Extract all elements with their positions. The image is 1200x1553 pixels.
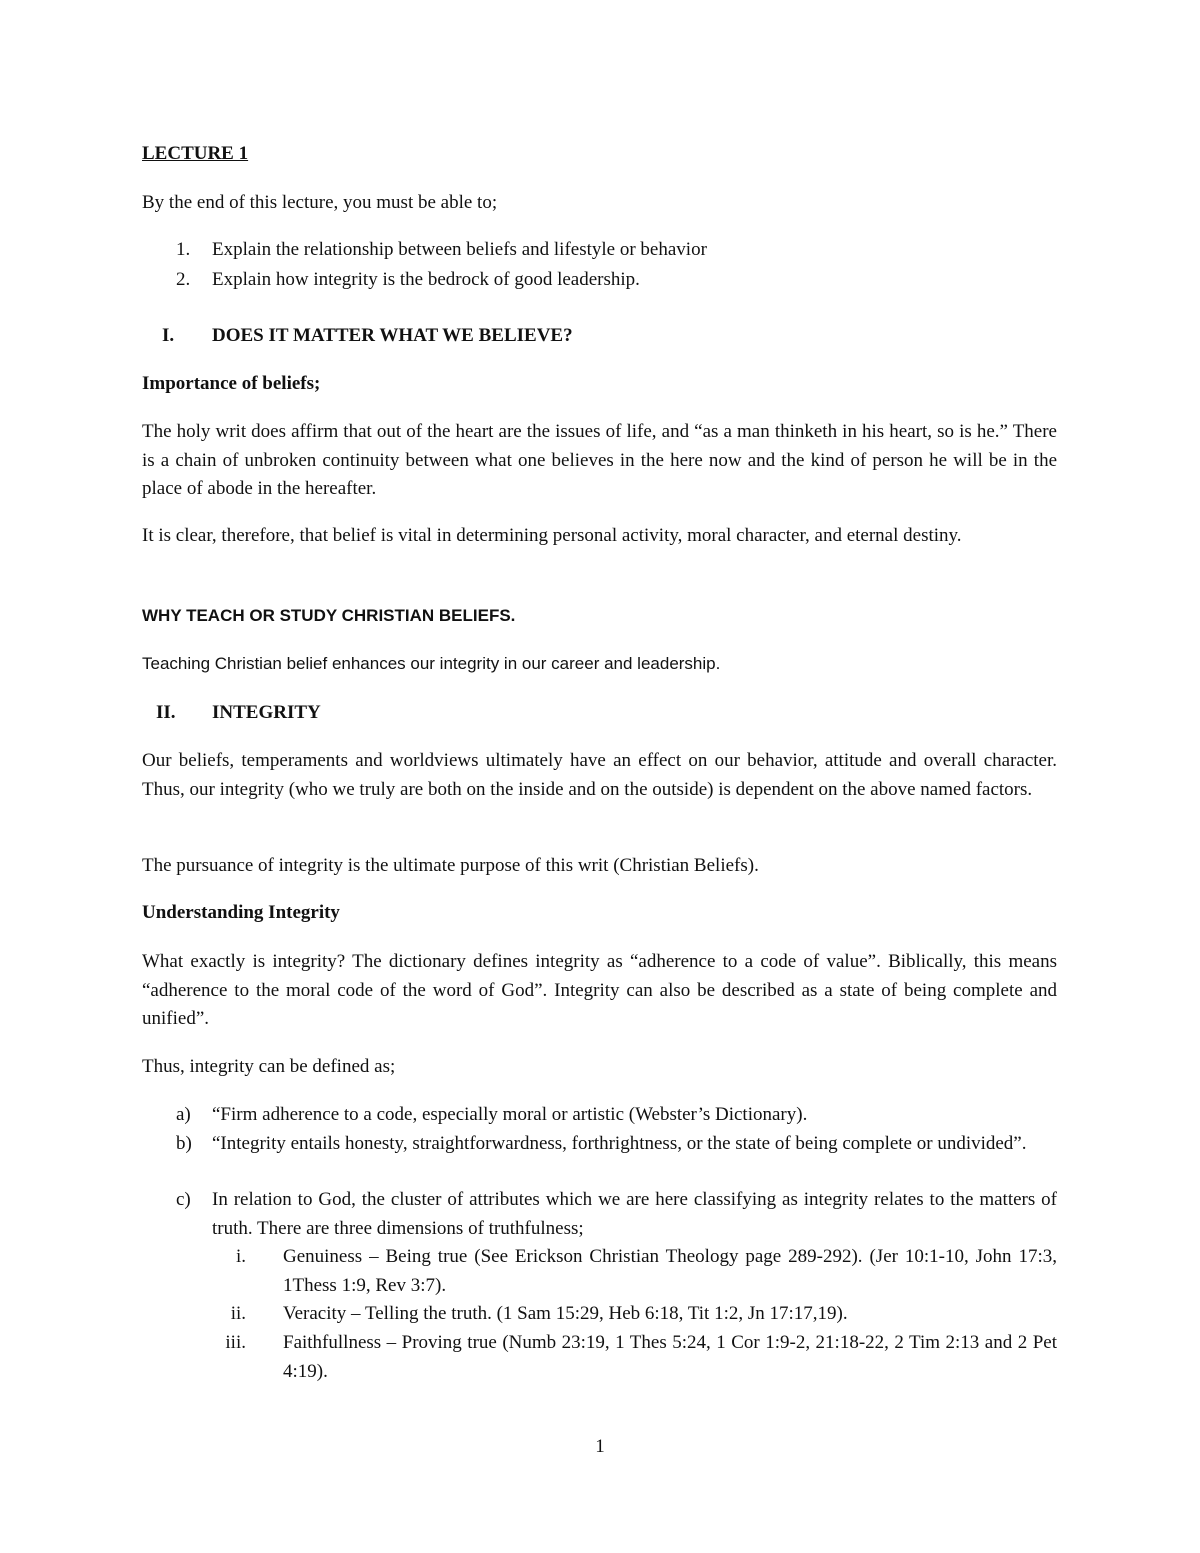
section-marker: II. [156,702,176,723]
dimension-text: Faithfullness – Proving true (Numb 23:19, 1 Thes 5:24, 1 Cor 1:9-2, 21:18-22, 2 Tim 2:13 and 2 Pet 4:19). [283,1332,1057,1382]
section-heading-text: INTEGRITY [212,702,321,723]
subheading-understanding: Understanding Integrity [142,902,340,923]
section-heading-text: DOES IT MATTER WHAT WE BELIEVE? [212,325,573,346]
dimension-text: Veracity – Telling the truth. (1 Sam 15:29, Heb 6:18, Tit 1:2, Jn 17:17,19). [283,1303,848,1324]
intro-text: By the end of this lecture, you must be able to; [142,192,498,213]
section-marker: I. [162,325,175,346]
list-marker: b) [176,1133,192,1154]
list-marker: 2. [176,269,191,290]
subheading-why: WHY TEACH OR STUDY CHRISTIAN BELIEFS. [142,606,516,625]
lecture-title: LECTURE 1 [142,143,249,164]
dimension-text: Genuiness – Being true (See Erickson Christian Theology page 289-292). (Jer 10:1-10, John 17:3, 1Thess 1:9, Rev 3:7). [283,1246,1057,1296]
list-marker: 1. [176,239,191,260]
paragraph: The pursuance of integrity is the ultimate purpose of this writ (Christian Beliefs). [142,855,759,876]
paragraph-why: Teaching Christian belief enhances our integrity in our career and leadership. [142,654,721,673]
objective-text: Explain how integrity is the bedrock of good leadership. [212,269,640,290]
list-marker: iii. [225,1332,246,1353]
paragraph: What exactly is integrity? The dictionary defines integrity as “adherence to a code of value”. Biblically, this means “adherence to the moral code of the word of God”. Integrity can also be described as a state of being complete and unified”. [142,951,1057,1029]
page-number: 1 [595,1436,605,1457]
definition-text: “Firm adherence to a code, especially moral or artistic (Webster’s Dictionary). [212,1104,808,1125]
paragraph: Our beliefs, temperaments and worldviews ultimately have an effect on our behavior, attitude and overall character. Thus, our integrity (who we truly are both on the inside and on the outside) is dependent on the above named factors. [142,750,1057,800]
list-marker: c) [176,1189,191,1210]
definition-text: “Integrity entails honesty, straightforwardness, forthrightness, or the state of being complete or undivided”. [212,1133,1027,1154]
definition-text: In relation to God, the cluster of attributes which we are here classifying as integrity relates to the matters of truth. There are three dimensions of truthfulness; [212,1189,1057,1239]
document-page [142,0,1057,1553]
paragraph: Thus, integrity can be defined as; [142,1056,396,1077]
objective-text: Explain the relationship between beliefs and lifestyle or behavior [212,239,707,260]
paragraph: It is clear, therefore, that belief is vital in determining personal activity, moral character, and eternal destiny. [142,525,962,546]
subheading-importance: Importance of beliefs; [142,373,321,394]
list-marker: i. [235,1246,246,1267]
paragraph: The holy writ does affirm that out of the heart are the issues of life, and “as a man thinketh in his heart, so is he.” There is a chain of unbroken continuity between what one believes in the here now and the kind of person he will be in the place of abode in the hereafter. [142,421,1057,499]
list-marker: ii. [230,1303,246,1324]
list-marker: a) [176,1104,191,1125]
